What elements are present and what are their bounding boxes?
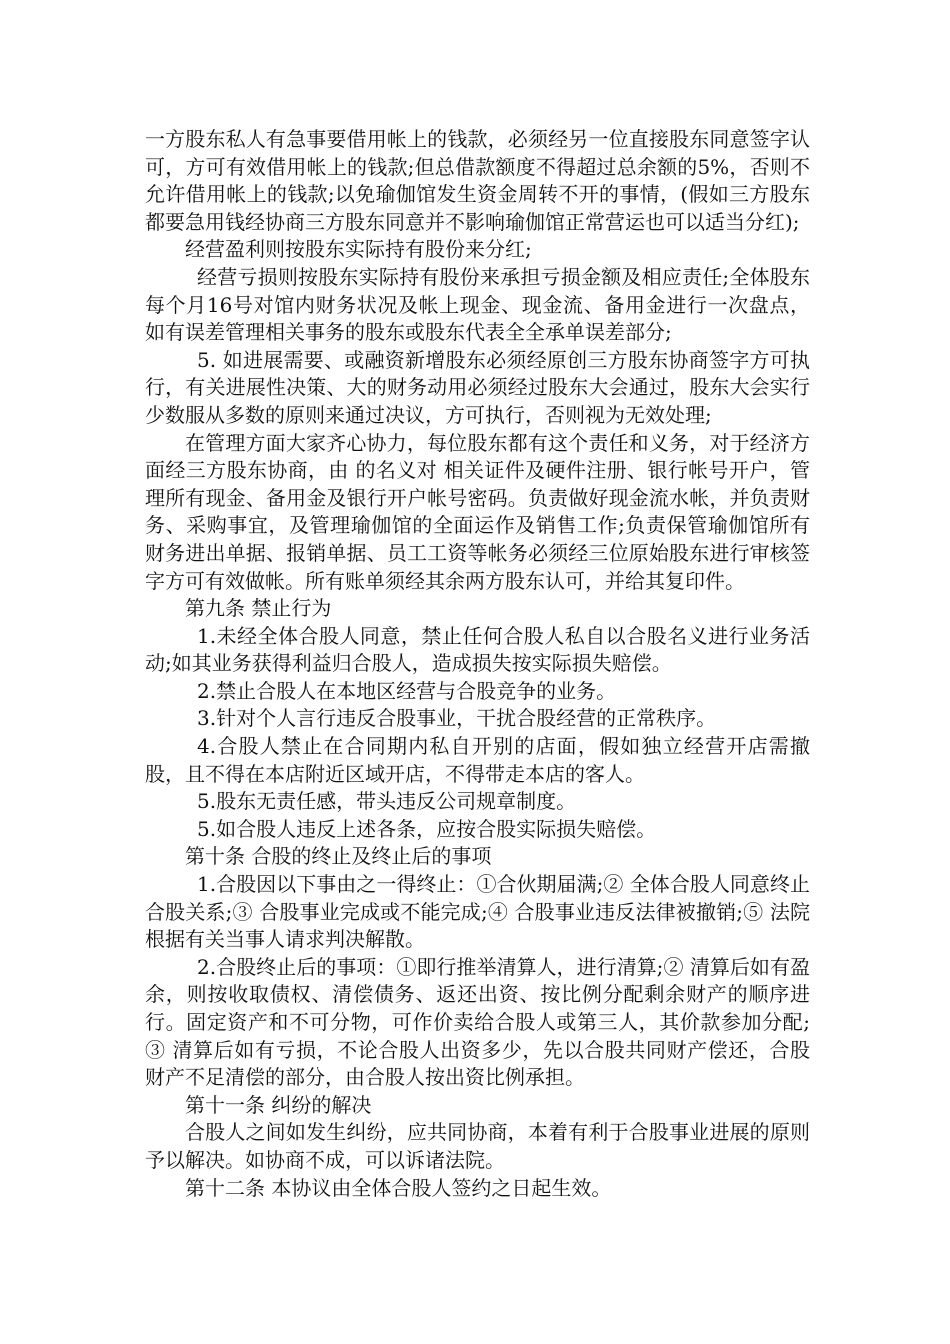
list-item-prohibition-2: 2.禁止合股人在本地区经营与合股竞争的业务。	[197, 678, 617, 703]
paragraph-dispute-resolution: 合股人之间如发生纠纷，应共同协商，本着有利于合股事业进展的原则予以解决。如协商不成，可以诉诸法院。	[145, 1120, 810, 1172]
paragraph-profit-distribution: 经营盈利则按股东实际持有股份来分红;	[185, 237, 532, 262]
paragraph-loan-rules: 一方股东私人有急事要借用帐上的钱款，必须经另一位直接股东同意签字认可，方可有效借用帐上的钱款;但总借款额度不得超过总余额的5%，否则不允许借用帐上的钱款;以免瑜伽馆发生资金周转不开的事情，(假如三方股东都要急用钱经协商三方股东同意并不影响瑜伽馆正常营运也可以适当分红);	[145, 127, 810, 234]
list-item-prohibition-3: 3.针对个人言行违反合股事业，干扰合股经营的正常秩序。	[197, 706, 717, 731]
paragraph-loss-responsibility: 经营亏损则按股东实际持有股份来承担亏损金额及相应责任;全体股东每个月16号对馆内财务状况及帐上现金、现金流、备用金进行一次盘点，如有误差管理相关事务的股东或股东代表全全承单误差部分;	[145, 264, 810, 345]
section-heading-article-9: 第九条 禁止行为	[185, 596, 332, 621]
section-heading-article-12: 第十二条 本协议由全体合股人签约之日起生效。	[185, 1175, 612, 1200]
section-heading-article-10: 第十条 合股的终止及终止后的事项	[185, 844, 492, 869]
list-item-prohibition-1: 1.未经全体合股人同意，禁止任何合股人私自以合股名义进行业务活动;如其业务获得利益归合股人，造成损失按实际损失赔偿。	[145, 623, 810, 676]
section-heading-article-11: 第十一条 纠纷的解决	[185, 1092, 372, 1117]
list-item-prohibition-5: 5.股东无责任感，带头违反公司规章制度。	[197, 789, 577, 814]
list-item-prohibition-6: 5.如合股人违反上述各条，应按合股实际损失赔偿。	[197, 816, 657, 841]
paragraph-new-shareholders: 5. 如进展需要、或融资新增股东必须经原创三方股东协商签字方可执行，有关进展性决策、大的财务动用必须经过股东大会通过，股东大会实行少数服从多数的原则来通过决议，方可执行，否则视为无效处理;	[145, 347, 810, 427]
paragraph-management: 在管理方面大家齐心协力，每位股东都有这个责任和义务，对于经济方面经三方股东协商，由 的名义对 相关证件及硬件注册、银行帐号开户，管理所有现金、备用金及银行开户帐号密码。负责做好现金流水帐，并负责财务、采购事宜，及管理瑜伽馆的全面运作及销售工作;负责保管瑜伽馆所有财务进出单据、报销单据、员工工资等帐务必须经三位原始股东进行审核签字方可有效做帐。所有账单须经其余两方股东认可，并给其复印件。	[145, 430, 810, 593]
list-item-termination-2: 2.合股终止后的事项：①即行推举清算人，进行清算;② 清算后如有盈余，则按收取债权、清偿债务、返还出资、按比例分配剩余财产的顺序进行。固定资产和不可分物，可作价卖给合股人或第三人，其价款参加分配;③ 清算后如有亏损，不论合股人出资多少，先以合股共同财产偿还，合股财产不足清偿的部分，由合股人按出资比例承担。	[145, 954, 810, 1090]
list-item-termination-1: 1.合股因以下事由之一得终止：①合伙期届满;② 全体合股人同意终止合股关系;③ 合股事业完成或不能完成;④ 合股事业违反法律被撤销;⑤ 法院根据有关当事人请求判决解散。	[145, 872, 810, 952]
document-body	[145, 126, 810, 1202]
list-item-prohibition-4: 4.合股人禁止在合同期内私自开别的店面，假如独立经营开店需撤股，且不得在本店附近区域开店，不得带走本店的客人。	[145, 734, 810, 786]
